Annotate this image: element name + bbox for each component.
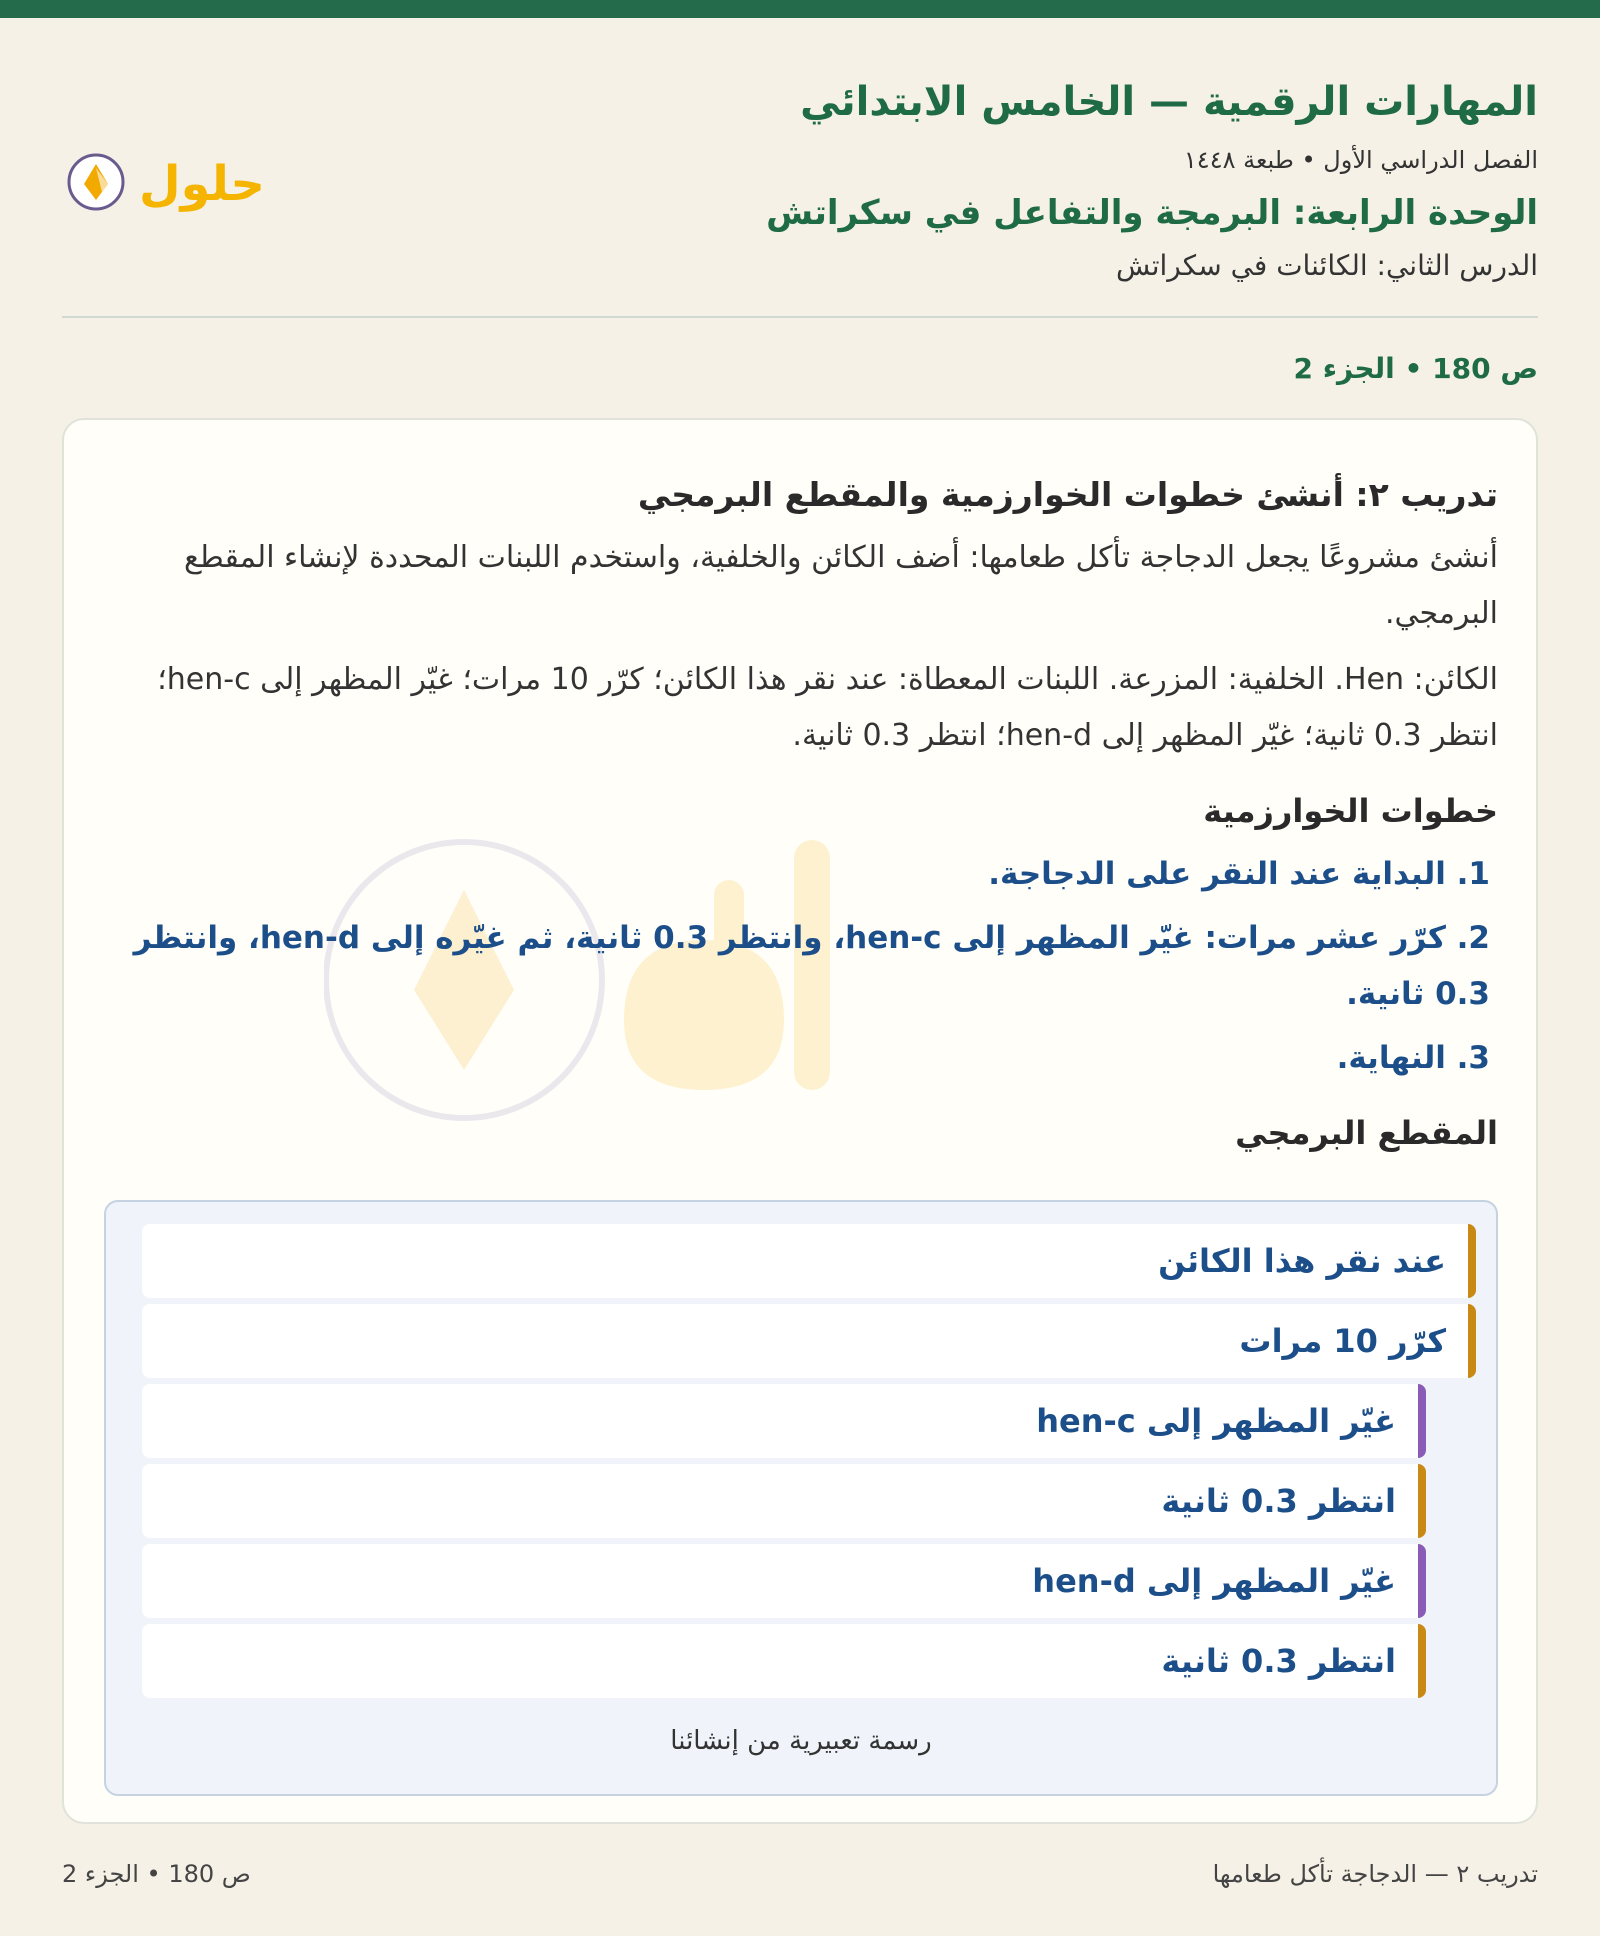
hulool-logo: [62, 138, 282, 218]
wait-block: انتظر 0.3 ثانية: [142, 1624, 1426, 1698]
edition-info: الفصل الدراسي الأول • طبعة ١٤٤٨: [1183, 146, 1538, 174]
exercise-instruction: أنشئ مشروعًا يجعل الدجاجة تأكل طعامها: أضف الكائن والخلفية، واستخدم اللبنات المحددة لإنشاء المقطع البرمجي.: [183, 540, 1498, 631]
card-content: [104, 470, 1498, 1158]
algorithm-heading: خطوات الخوارزمية: [1203, 792, 1498, 830]
footer-exercise-title: تدريب ٢ — الدجاجة تأكل طعامها: [1212, 1860, 1538, 1888]
unit-title: الوحدة الرابعة: البرمجة والتفاعل في سكراتش: [766, 193, 1538, 233]
algorithm-steps: [104, 846, 1498, 1086]
book-title: المهارات الرقمية — الخامس الابتدائي: [800, 79, 1538, 125]
footer-page-ref: ص 180 • الجزء 2: [62, 1860, 251, 1888]
exercise-card: [62, 418, 1538, 1824]
algorithm-step: 3. النهاية.: [1336, 1040, 1490, 1076]
switch-costume-hen-c-block: غيّر المظهر إلى hen-c: [142, 1384, 1426, 1458]
code-block-area: [104, 1200, 1498, 1796]
when-clicked-block: عند نقر هذا الكائن: [142, 1224, 1476, 1298]
exercise-title: تدريب ٢: أنشئ خطوات الخوارزمية والمقطع البرمجي: [637, 475, 1498, 514]
algorithm-step: 1. البداية عند النقر على الدجاجة.: [988, 856, 1490, 892]
lesson-title: الدرس الثاني: الكائنات في سكراتش: [1116, 249, 1538, 282]
page-header: [62, 70, 1538, 320]
algorithm-step: 2. كرّر عشر مرات: غيّر المظهر إلى hen-c، وانتظر 0.3 ثانية، ثم غيّره إلى hen-d، وانتظر 0.3 ثانية.: [133, 920, 1490, 1012]
page-reference: ص 180 • الجزء 2: [1293, 352, 1538, 385]
header-text: [766, 70, 1538, 288]
code-heading: المقطع البرمجي: [1235, 1114, 1498, 1152]
repeat-block: كرّر 10 مرات: [142, 1304, 1476, 1378]
code-caption: رسمة تعبيرية من إنشائنا: [670, 1726, 932, 1756]
header-divider: [62, 316, 1538, 318]
exercise-details: الكائن: Hen. الخلفية: المزرعة. اللبنات المعطاة: عند نقر هذا الكائن؛ كرّر 10 مرات؛ غيّر المظهر إلى hen-c؛ انتظر 0.3 ثانية؛ غيّر المظهر إلى hen-d؛ انتظر 0.3 ثانية.: [157, 662, 1498, 753]
switch-costume-hen-d-block: غيّر المظهر إلى hen-d: [142, 1544, 1426, 1618]
logo-text: حلول: [139, 156, 265, 212]
top-accent-bar: [0, 0, 1600, 18]
wait-block: انتظر 0.3 ثانية: [142, 1464, 1426, 1538]
